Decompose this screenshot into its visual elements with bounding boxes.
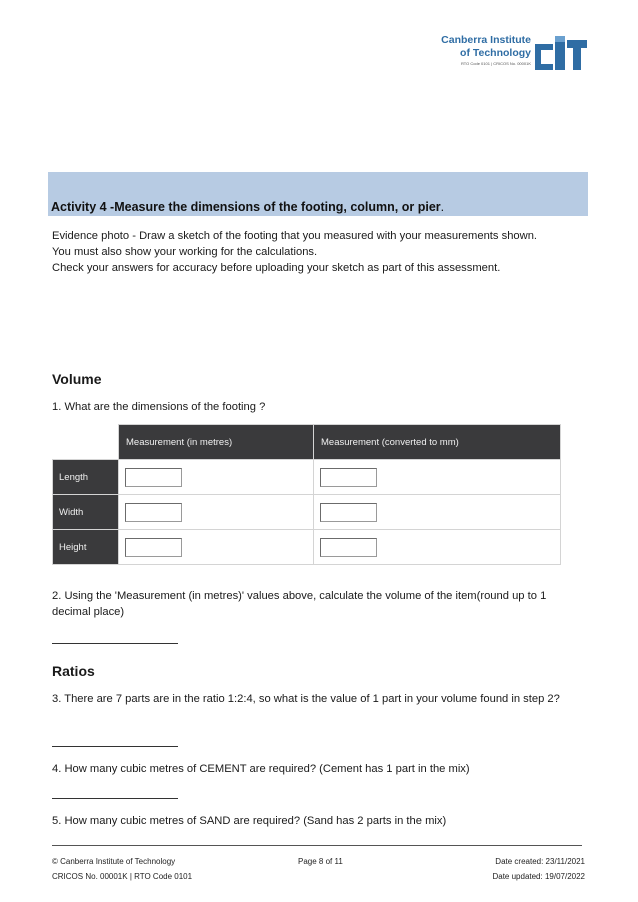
cell-width-mm (314, 495, 561, 530)
logo-line2: of Technology (460, 47, 531, 59)
cell-height-mm (314, 530, 561, 565)
intro-line-1: Evidence photo - Draw a sketch of the footing that you measured with your measurements shown. (52, 230, 538, 242)
cit-logo-mark-icon (535, 36, 587, 70)
dimensions-table (52, 424, 561, 565)
cit-logo (437, 34, 587, 72)
question-5: 5. How many cubic metres of SAND are required? (Sand has 2 parts in the mix) (52, 815, 447, 827)
row-label-width: Width (53, 495, 119, 530)
table-row (53, 530, 561, 565)
footer-divider (52, 845, 582, 846)
question-2: 2. Using the 'Measurement (in metres)' values above, calculate the volume of the item(round up to 1 decimal place) (52, 590, 547, 618)
logo-line1: Canberra Institute (441, 34, 531, 46)
footer-page-number: Page 8 of 11 (298, 857, 343, 866)
activity-title-text: Activity 4 -Measure the dimensions of the footing, column, or pier (51, 200, 441, 214)
cell-width-metres (119, 495, 314, 530)
activity-title (51, 200, 444, 214)
intro-line-3: Check your answers for accuracy before uploading your sketch as part of this assessment. (52, 262, 501, 274)
logo-subtext: RTO Code 0101 | CRICOS No. 00001K (460, 61, 531, 66)
activity-title-period: . (440, 200, 445, 214)
table-row (53, 495, 561, 530)
cell-height-metres (119, 530, 314, 565)
cell-length-mm (314, 460, 561, 495)
length-mm-input[interactable] (320, 468, 377, 487)
volume-heading: Volume (52, 371, 102, 387)
footer-date-created: Date created: 23/11/2021 (495, 857, 585, 866)
row-label-height: Height (53, 530, 119, 565)
answer-line-q4[interactable] (52, 798, 178, 799)
height-metres-input[interactable] (125, 538, 182, 557)
table-header-metres: Measurement (in metres) (119, 425, 314, 460)
footer-cricos: CRICOS No. 00001K | RTO Code 0101 (52, 872, 193, 881)
answer-line-q3[interactable] (52, 746, 178, 747)
table-header-row (53, 425, 561, 460)
footer-date-updated: Date updated: 19/07/2022 (492, 872, 585, 881)
question-1: 1. What are the dimensions of the footing ? (52, 401, 266, 413)
activity-heading-band (48, 172, 588, 216)
footer-copyright: © Canberra Institute of Technology (52, 857, 176, 866)
table-header-mm: Measurement (converted to mm) (314, 425, 561, 460)
row-label-length: Length (53, 460, 119, 495)
question-3: 3. There are 7 parts are in the ratio 1:2:4, so what is the value of 1 part in your volume found in step 2? (52, 693, 560, 705)
width-metres-input[interactable] (125, 503, 182, 522)
answer-line-q2[interactable] (52, 643, 178, 644)
length-metres-input[interactable] (125, 468, 182, 487)
question-4: 4. How many cubic metres of CEMENT are required? (Cement has 1 part in the mix) (52, 763, 470, 775)
cell-length-metres (119, 460, 314, 495)
height-mm-input[interactable] (320, 538, 377, 557)
logo-text (441, 34, 531, 68)
intro-line-2: You must also show your working for the calculations. (52, 246, 318, 258)
ratios-heading: Ratios (52, 663, 95, 679)
table-header-blank (53, 425, 119, 460)
width-mm-input[interactable] (320, 503, 377, 522)
table-row (53, 460, 561, 495)
